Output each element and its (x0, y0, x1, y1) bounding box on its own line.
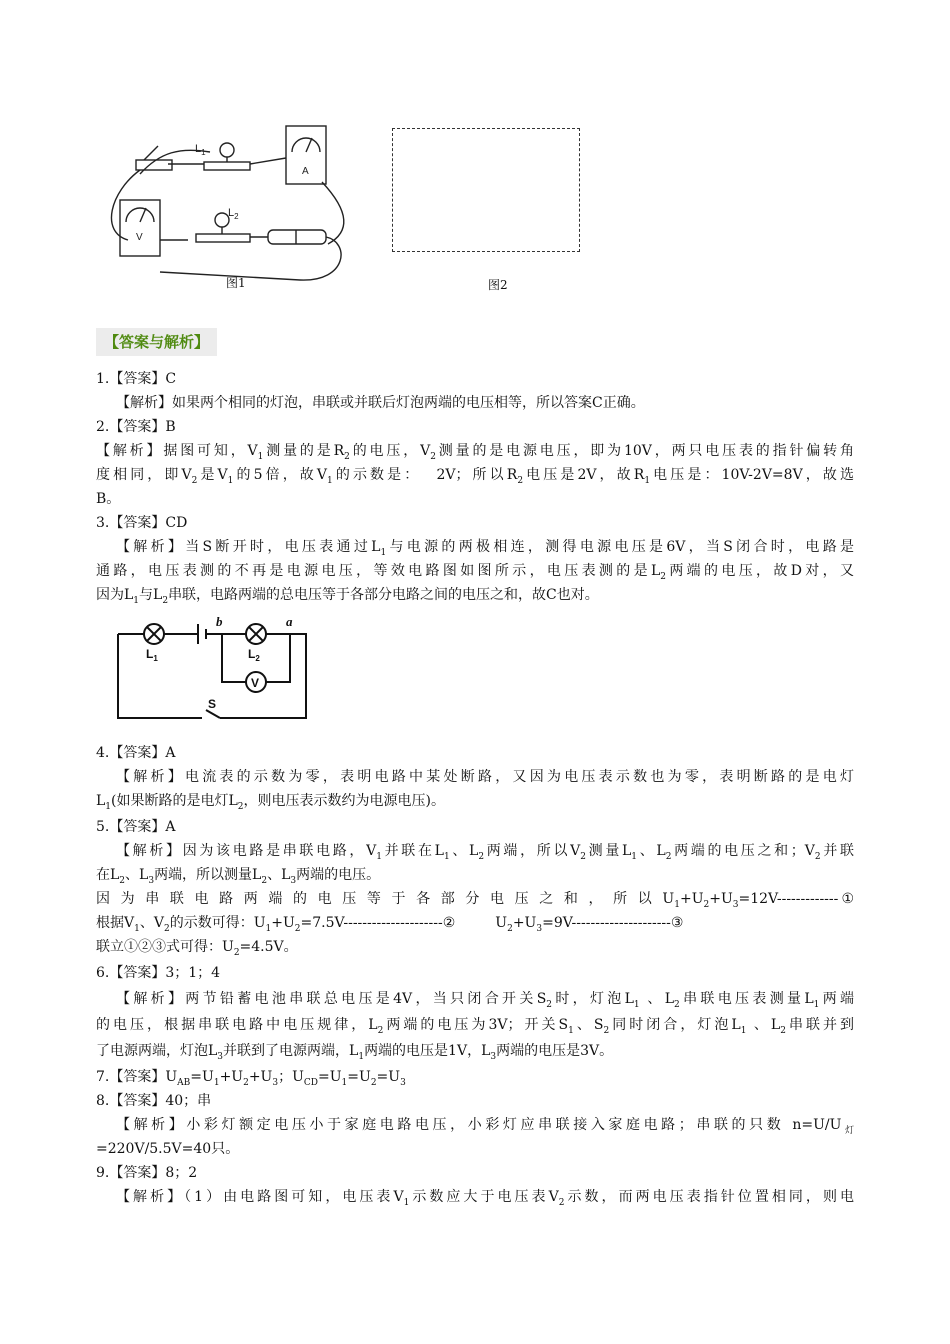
item-3-analysis-line-1: 【解析】当S断开时，电压表通过$L_1$与电源的两极相连，测得电源电压是6V，当S闭合时，电路是 (116, 539, 855, 558)
item-2-analysis-line-3: B。 (96, 491, 121, 507)
node-a-label: a (286, 614, 293, 629)
item-4-analysis-line-2: $L_1$(如果断路的是电灯$L_2$，则电压表示数约为电源电压)。 (96, 793, 445, 812)
ammeter-label: A (302, 166, 309, 177)
item-3-analysis-line-3: 因为$L_1$与$L_2$串联，电路两端的总电压等于各部分电路之间的电压之和，故C也对。 (96, 587, 599, 606)
switch-s-label: S (208, 697, 217, 711)
item-8-analysis-line-2: =220V/5.5V=40只。 (96, 1141, 240, 1157)
item-2-analysis-line-1: 【解析】据图可知，$V_1$测量的是$R_2$的电压，$V_2$测量的是电源电压，即为10V，两只电压表的指针偏转角 (96, 443, 854, 462)
item-5-analysis-line-3: 因 为 串 联 电 路 两 端 的 电 压 等 于 各 部 分 电 压 之 和 ， 所 以 $U_1+U_2+U_3=12V-------------①$ (96, 891, 855, 910)
item-1-analysis: 【解析】如果两个相同的灯泡，串联或并联后灯泡两端的电压相等，所以答案C正确。 (116, 395, 645, 411)
item-2-answer: 2.【答案】B (96, 419, 176, 435)
item-3-circuit-diagram (110, 612, 320, 724)
item-5-analysis-line-5: 联立①②③式可得：$U_2=4.5V$。 (96, 939, 298, 958)
figure-2-placeholder-box (392, 128, 580, 252)
item-6-analysis-line-3: 了电源两端，灯泡$L_3$并联到了电源两端，$L_1$两端的电压是1V，$L_3$两端的电压是3V。 (96, 1043, 614, 1062)
item-5-analysis-line-1: 【解析】因为该电路是串联电路，$V_1$并联在$L_1$、$L_2$两端，所以$V_2$测量$L_1$、$L_2$两端的电压之和；$V_2$并联 (116, 843, 855, 862)
item-6-analysis-line-1: 【解析】两节铅蓄电池串联总电压是4V，当只闭合开关$S_2$时，灯泡$L_1$ 、$L_2$串联电压表测量$L_1$两端 (116, 991, 855, 1010)
item-4-analysis-line-1: 【解析】电流表的示数为零，表明电路中某处断路，又因为电压表示数也为零，表明断路的是电灯 (116, 769, 854, 785)
item-8-answer: 8.【答案】40；串 (96, 1093, 212, 1109)
section-header: 【答案与解析】 (96, 328, 217, 356)
item-9-answer: 9.【答案】8；2 (96, 1165, 198, 1181)
item-3-analysis-line-2: 通路，电压表测的不再是电源电压，等效电路图如图所示，电压表测的是$L_2$两端的电压，故D对，又 (96, 563, 854, 582)
node-b-label: b (216, 614, 223, 629)
item-8-analysis-line-1: 【解析】小彩灯额定电压小于家庭电路电压，小彩灯应串联接入家庭电路；串联的只数 $n=U/U_灯$ (116, 1117, 854, 1136)
item-6-answer: 6.【答案】3；1；4 (96, 965, 221, 981)
item-5-analysis-line-2: 在$L_2$、$L_3$两端，所以测量$L_2$、$L_3$两端的电压。 (96, 867, 381, 886)
circuit-label-l2: $L_2$ (248, 647, 260, 663)
item-1-answer: 1.【答案】C (96, 371, 177, 387)
item-5-analysis-line-4: 根据$V_1$、$V_2$的示数可得：$U_1+U_2=7.5V---------------------②$ $U_2+U_3=9V---------------------③$ (96, 915, 684, 934)
label-l2: $L_2$ (228, 207, 239, 221)
circuit-label-l1: $L_1$ (146, 647, 158, 663)
figure-1-circuit-photo (100, 112, 360, 292)
item-9-analysis-line-1: 【解析】（1）由电路图可知，电压表$V_1$示数应大于电压表$V_2$示数，而两电压表指针位置相同，则电 (116, 1189, 854, 1208)
circuit-voltmeter-label: V (251, 676, 260, 690)
item-5-answer: 5.【答案】A (96, 819, 176, 835)
voltmeter-label: V (136, 232, 143, 243)
label-l1: $L_1$ (195, 143, 206, 157)
item-4-answer: 4.【答案】A (96, 745, 176, 761)
item-6-analysis-line-2: 的电压，根据串联电路中电压规律，$L_2$两端的电压为3V；开关$S_1$、$S_2$同时闭合，灯泡$L_1$ 、$L_2$串联并到 (96, 1017, 855, 1036)
figure-1-caption: 图1 (226, 276, 246, 290)
item-3-answer: 3.【答案】CD (96, 515, 188, 531)
item-7-answer: 7.【答案】$U_{AB}=U_1+U_2+U_3$；$U_{CD}=U_1=U_2=U_3$ (96, 1069, 406, 1088)
item-2-analysis-line-2: 度相同，即$V_2$是$V_1$的5倍，故$V_1$的示数是： 2V；所以$R_2$电压是2V，故$R_1$电压是：10V-2V=8V，故选 (96, 467, 854, 486)
figure-2-caption: 图2 (488, 278, 508, 292)
